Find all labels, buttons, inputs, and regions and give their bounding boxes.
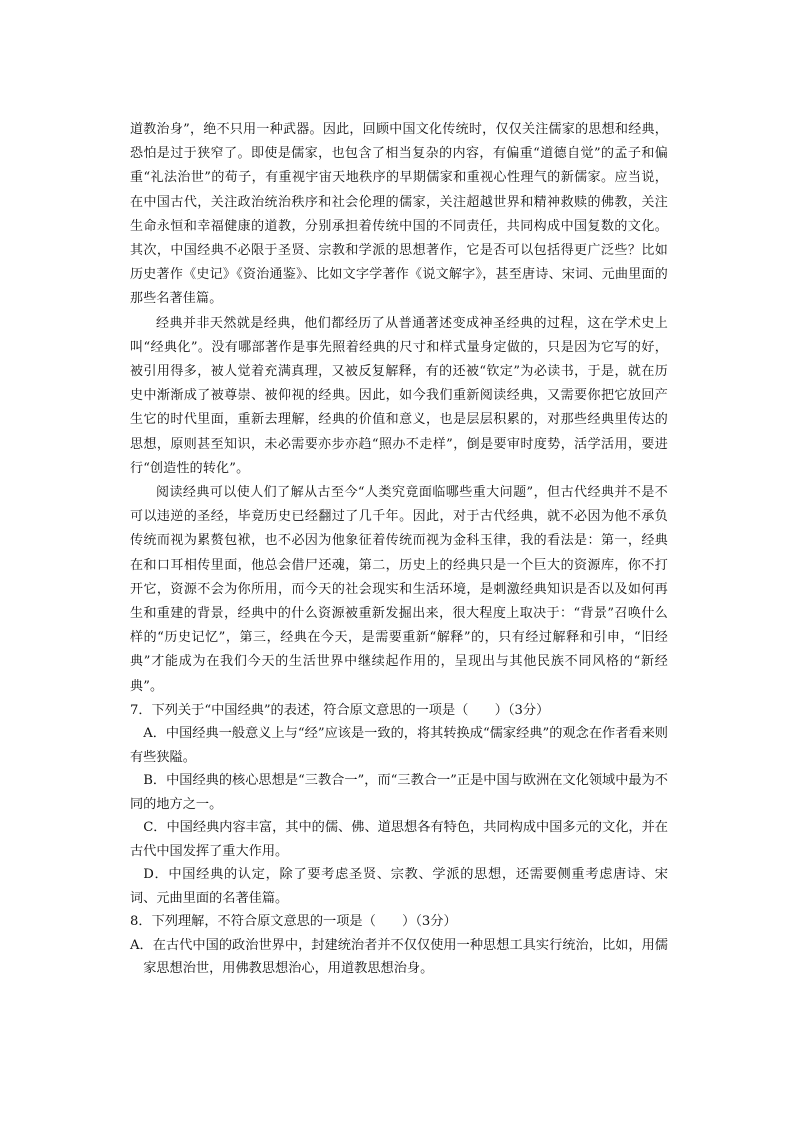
exam-page bbox=[130, 118, 668, 981]
reading-passage bbox=[130, 118, 668, 699]
question-7-option-b: B．中国经典的核心思想是“三教合一”，而“三教合一”正是中国与欧洲在文化领域中最为不同的地方之一。 bbox=[130, 773, 668, 812]
passage-paragraph-1: 道教治身”，绝不只用一种武器。因此，回顾中国文化传统时，仅仅关注儒家的思想和经典，恐怕是过于狭窄了。即使是儒家，也包含了相当复杂的内容，有偏重“道德自觉”的孟子和偏重“礼法治世”的荀子，有重视宇宙天地秩序的早期儒家和重视心性理气的新儒家。应当说，在中国古代，关注政治统治秩序和社会伦理的儒家，关注超越世界和精神救赎的佛教，关注生命永恒和幸福健康的道教，分别承担着传统中国的不同责任，共同构成中国复数的文化。其次，中国经典不必限于圣贤、宗教和学派的思想著作，它是否可以包括得更广泛些？比如历史著作《史记》《资治通鉴》、比如文字学著作《说文解字》，甚至唐诗、宋词、元曲里面的那些名著佳篇。 bbox=[130, 122, 668, 307]
question-7-stem: 7．下列关于“中国经典”的表述，符合原文意思的一项是（ ）（3分） bbox=[130, 702, 550, 718]
question-7-option-d: D．中国经典的认定，除了要考虑圣贤、宗教、学派的思想，还需要侧重考虑唐诗、宋词、元曲里面的名著佳篇。 bbox=[130, 867, 668, 906]
passage-paragraph-3: 阅读经典可以使人们了解从古至今“人类究竟面临哪些重大问题”，但古代经典并不是不可以违逆的圣经，毕竟历史已经翻过了几千年。因此，对于古代经典，就不必因为他不承负传统而视为累赘包袱，也不必因为他象征着传统而视为金科玉律，我的看法是：第一，经典在和口耳相传里面，他总会借尸还魂，第二，历史上的经典只是一个巨大的资源库，你不打开它，资源不会为你所用，而今天的社会现实和生活环境，是刺激经典知识是否以及如何再生和重建的背景，经典中的什么资源被重新发掘出来，很大程度上取决于：“背景”召唤什么样的“历史记忆”，第三，经典在今天，是需要重新“解释”的，只有经过解释和引申，“旧经典”才能成为在我们今天的生活世界中继续起作用的，呈现出与其他民族不同风格的“新经典”。 bbox=[130, 485, 668, 694]
passage-paragraph-2: 经典并非天然就是经典，他们都经历了从普通著述变成神圣经典的过程，这在学术史上叫“经典化”。没有哪部著作是事先照着经典的尺寸和样式量身定做的，只是因为它写的好，被引用得多，被人觉着充满真理，又被反复解释，有的还被“钦定”为必读书，于是，就在历史中渐渐成了被尊崇、被仰视的经典。因此，如今我们重新阅读经典，又需要你把它放回产生它的时代里面，重新去理解，经典的价值和意义，也是层层积累的，对那些经典里传达的思想，原则甚至知识，未必需要亦步亦趋“照办不走样”，倒是要审时度势，活学活用，要进行“创造性的转化”。 bbox=[130, 315, 668, 476]
question-list bbox=[130, 699, 668, 981]
question-7-option-a: A．中国经典一般意义上与“经”应该是一致的，将其转换成“儒家经典”的观念在作者看来则有些狭隘。 bbox=[130, 726, 668, 765]
question-7 bbox=[130, 699, 668, 911]
question-7-option-c: C．中国经典内容丰富，其中的儒、佛、道思想各有特色，共同构成中国多元的文化，并在古代中国发挥了重大作用。 bbox=[130, 820, 668, 859]
question-8-option-a: A．在古代中国的政治世界中，封建统治者并不仅仅使用一种思想工具实行统治，比如，用儒家思想治世，用佛教思想治心，用道教思想治身。 bbox=[130, 937, 668, 977]
question-8-stem: 8．下列理解，不符合原文意思的一项是（ ）（3分） bbox=[130, 914, 457, 930]
question-8 bbox=[130, 910, 668, 981]
